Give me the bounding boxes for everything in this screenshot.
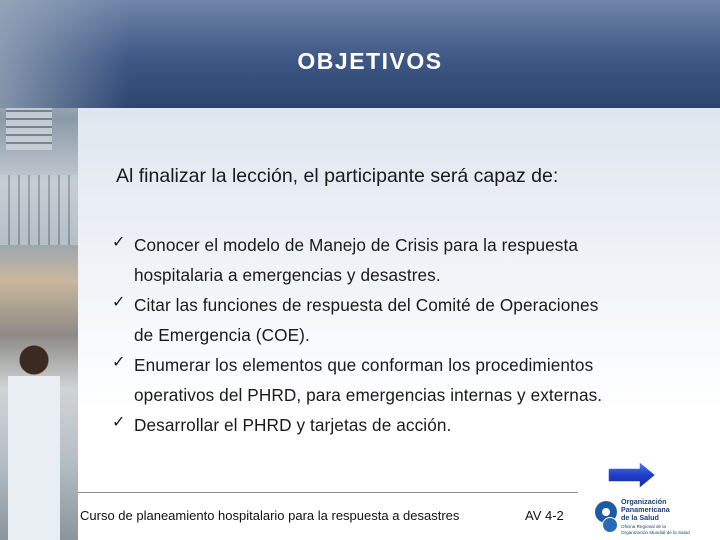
checkmark-icon: ✓ [112,234,126,251]
slide-title: OBJETIVOS [297,48,443,74]
objective-item-2-line1: Citar las funciones de respuesta del Comité de Operaciones [134,295,599,315]
footer-course-title: Curso de planeamiento hospitalario para la respuesta a desastres [80,508,460,523]
who-globe-icon [602,517,618,533]
logo-sub-line: Organización Mundial de la Salud [621,529,690,535]
next-arrow-icon[interactable] [606,459,658,491]
checkmark-icon: ✓ [112,354,126,371]
logo-name-line: Organización [621,497,667,506]
paho-logo [590,497,718,537]
objective-item-1-line1: Conocer el modelo de Manejo de Crisis para la respuesta [134,235,579,255]
logo-name-line: Panamericana [621,505,670,514]
objective-item-4-line1: Desarrollar el PHRD y tarjetas de acción. [134,415,452,435]
logo-name-line: de la Salud [621,513,659,522]
logo-sub-line: Oficina Regional de la [621,524,666,529]
checkmark-icon: ✓ [112,414,126,431]
objective-item-3-line1: Enumerar los elementos que conforman los procedimientos [134,355,594,375]
page-number: AV 4-2 [525,508,564,523]
building-image-lower [0,175,78,245]
intro-text: Al finalizar la lección, el participante será capaz de: [116,165,559,187]
title-banner [0,0,720,108]
objective-item-3-line2: operativos del PHRD, para emergencias internas y externas. [134,385,603,405]
objective-item-1-line2: hospitalaria a emergencias y desastres. [134,265,441,285]
nurse-image [8,340,60,540]
checkmark-icon: ✓ [112,294,126,311]
footer-divider [78,492,578,493]
objective-item-2-line2: de Emergencia (COE). [134,325,310,345]
